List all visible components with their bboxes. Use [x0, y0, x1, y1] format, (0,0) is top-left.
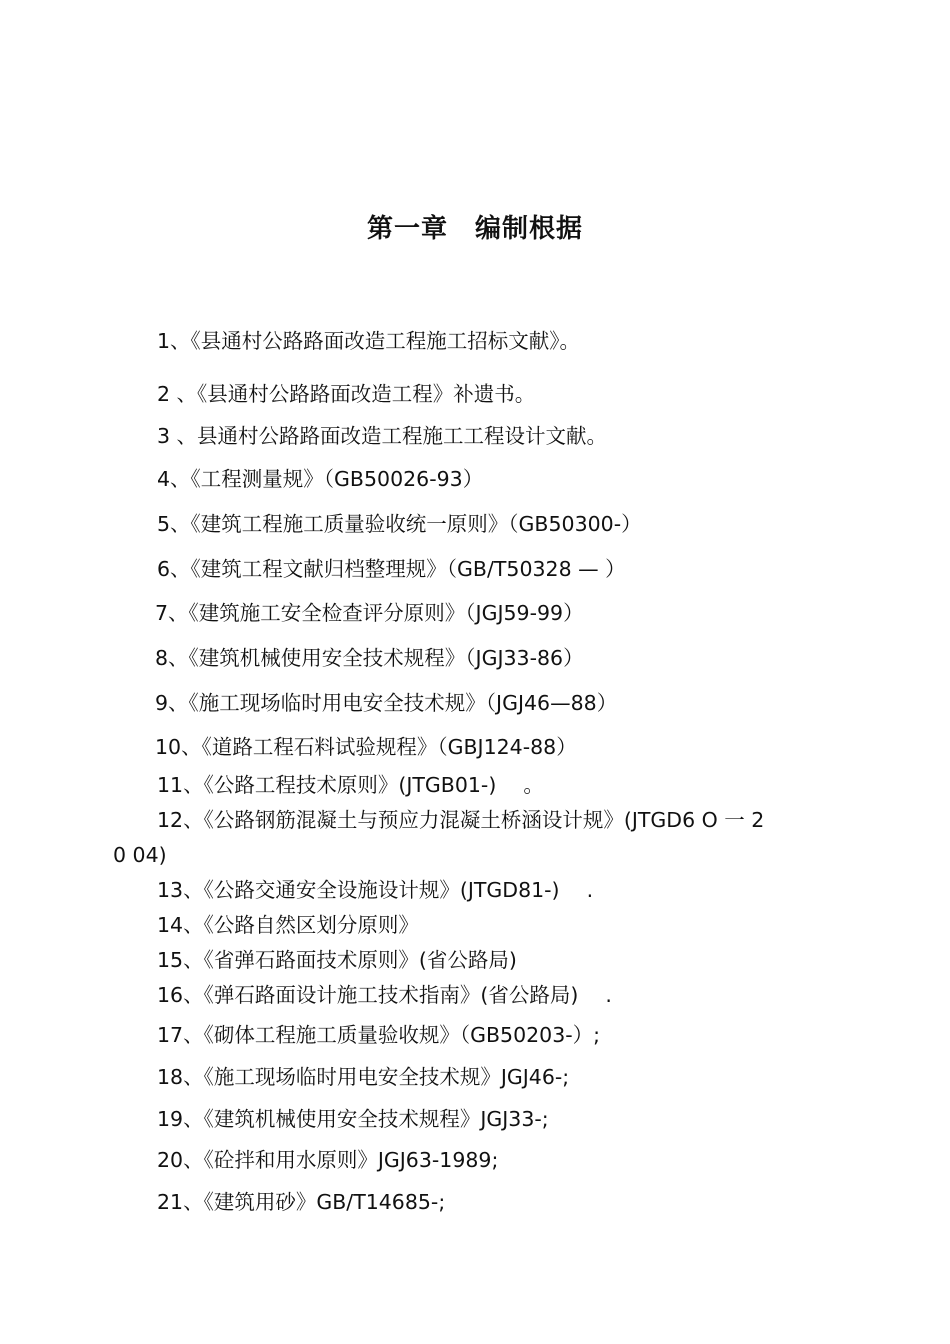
list-item: 1、《县通村公路路面改造工程施工招标文献》。: [157, 329, 581, 353]
list-item: 18、《施工现场临时用电安全技术规》JGJ46-;: [157, 1065, 570, 1089]
list-item: 13、《公路交通安全设施设计规》(JTGD81-) .: [157, 878, 594, 902]
list-item: 14、《公路自然区划分原则》: [157, 913, 419, 937]
list-item: 10、《道路工程石料试验规程》（GBJ124-88）: [155, 735, 577, 759]
list-item: 19、《建筑机械使用安全技术规程》JGJ33-;: [157, 1107, 549, 1131]
list-item: 3 、县通村公路路面改造工程施工工程设计文献。: [157, 424, 608, 448]
list-item: 8、《建筑机械使用安全技术规程》（JGJ33-86）: [155, 646, 584, 670]
list-item: 5、《建筑工程施工质量验收统一原则》（GB50300-）: [157, 512, 642, 536]
list-item: 15、《省弹石路面技术原则》(省公路局): [157, 948, 517, 972]
list-item: 12、《公路钢筋混凝土与预应力混凝土桥涵设计规》(JTGD6 O 一 2: [157, 808, 765, 832]
chapter-title: 第一章 编制根据: [366, 214, 583, 244]
list-item: 4、《工程测量规》（GB50026-93）: [157, 467, 484, 491]
list-item: 2 、《县通村公路路面改造工程》补遗书。: [157, 382, 536, 406]
list-item: 16、《弹石路面设计施工技术指南》(省公路局) .: [157, 983, 612, 1007]
list-item: 20、《砼拌和用水原则》JGJ63-1989;: [157, 1148, 499, 1172]
list-item: 11、《公路工程技术原则》(JTGB01-) 。: [157, 773, 544, 797]
list-item: 7、《建筑施工安全检查评分原则》（JGJ59-99）: [155, 601, 584, 625]
list-item: 17、《砌体工程施工质量验收规》（GB50203-）;: [157, 1023, 601, 1047]
list-item: 9、《施工现场临时用电安全技术规》（JGJ46—88）: [155, 691, 618, 715]
list-item-continuation: 0 04): [113, 843, 167, 867]
list-item: 6、《建筑工程文献归档整理规》（GB/T50328 — ）: [157, 557, 626, 581]
list-item: 21、《建筑用砂》GB/T14685-;: [157, 1190, 446, 1214]
